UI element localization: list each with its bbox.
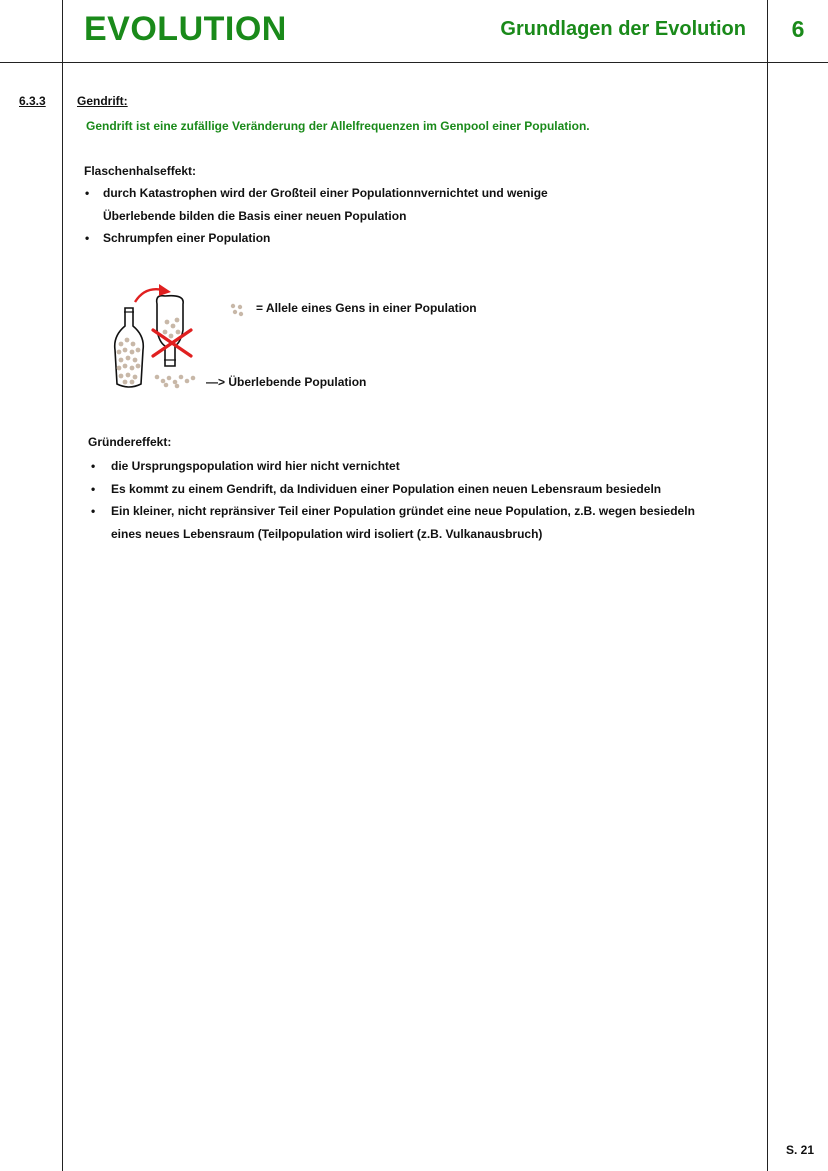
allele-dots-inverted bbox=[163, 318, 181, 339]
founder-heading: Gründereffekt: bbox=[88, 435, 172, 449]
bullet-dot: • bbox=[85, 186, 90, 200]
legend-survivors: —> Überlebende Population bbox=[206, 375, 367, 389]
chapter-number: 6 bbox=[791, 16, 805, 42]
bottleneck-heading: Flaschenhalseffekt: bbox=[84, 164, 197, 178]
surviving-dots bbox=[155, 375, 196, 389]
allele-dots-full bbox=[117, 338, 141, 385]
bottleneck-bullet-2: Schrumpfen einer Population bbox=[103, 231, 271, 245]
legend-alleles: = Allele eines Gens in einer Population bbox=[256, 301, 477, 315]
right-margin-line bbox=[767, 0, 768, 1171]
bullet-dot: • bbox=[85, 231, 90, 245]
section-heading: Gendrift: bbox=[77, 94, 128, 108]
founder-bullet-1: die Ursprungspopulation wird hier nicht vernichtet bbox=[111, 459, 400, 473]
bullet-dot: • bbox=[91, 504, 96, 518]
founder-bullet-3-line-1: Ein kleiner, nicht repränsiver Teil einer Population gründet eine neue Population, z.B. wegen besiedeln bbox=[111, 504, 695, 518]
bottleneck-illustration bbox=[105, 280, 210, 395]
bullet-dot: • bbox=[91, 482, 96, 496]
definition-text: Gendrift ist eine zufällige Veränderung der Allelfrequenzen im Genpool einer Population. bbox=[86, 119, 590, 133]
left-margin-line bbox=[62, 0, 63, 1171]
page-number: S. 21 bbox=[785, 1143, 814, 1157]
founder-bullet-2: Es kommt zu einem Gendrift, da Individuen einer Population einen neuen Lebensraum besiedeln bbox=[111, 482, 662, 496]
bottleneck-bullet-1-line-1: durch Katastrophen wird der Großteil einer Populationnvernichtet und wenige bbox=[103, 186, 548, 200]
founder-bullet-3-line-2: eines neues Lebensraum (Teilpopulation wird isoliert (z.B. Vulkanausbruch) bbox=[111, 527, 543, 541]
section-number: 6.3.3 bbox=[19, 94, 46, 108]
bottleneck-bullet-1-line-2: Überlebende bilden die Basis einer neuen Population bbox=[103, 209, 407, 223]
header-divider bbox=[0, 62, 828, 63]
page-subtitle: Grundlagen der Evolution bbox=[500, 18, 746, 40]
page-title: EVOLUTION bbox=[84, 10, 287, 48]
allele-legend-icon bbox=[229, 302, 245, 318]
bullet-dot: • bbox=[91, 459, 96, 473]
